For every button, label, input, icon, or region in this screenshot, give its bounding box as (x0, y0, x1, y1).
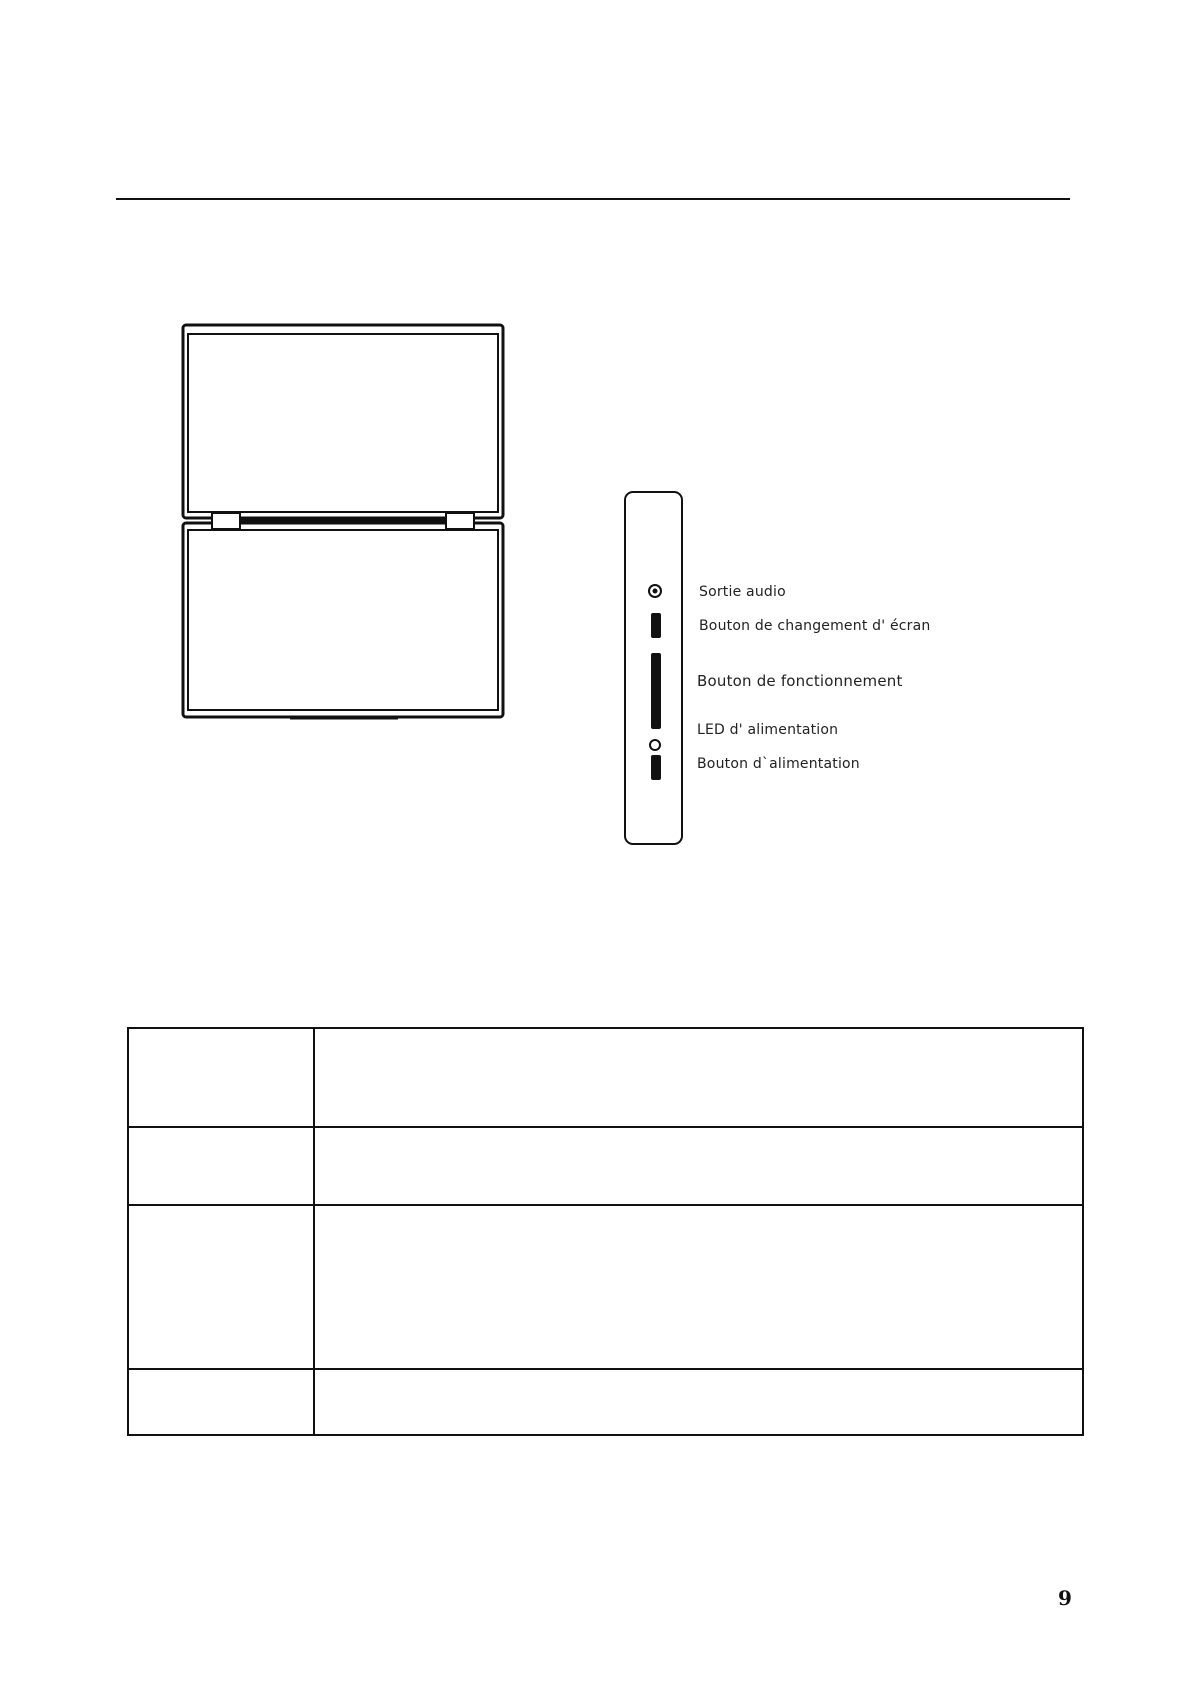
table-row (128, 1369, 1083, 1435)
spec-table (127, 1027, 1084, 1436)
table-row (128, 1127, 1083, 1205)
table-cell-key (128, 1028, 314, 1127)
table-row (128, 1205, 1083, 1369)
table-cell-key (128, 1127, 314, 1205)
table-cell-value (314, 1369, 1083, 1435)
table-cell-value (314, 1028, 1083, 1127)
table-row (128, 1028, 1083, 1127)
table-cell-key (128, 1205, 314, 1369)
label-audio-out: Sortie audio (699, 584, 786, 600)
label-screen-switch: Bouton de changement d' écran (699, 618, 931, 634)
function-button-shape (651, 653, 661, 729)
audio-jack-icon (649, 585, 661, 597)
table-cell-value (314, 1205, 1083, 1369)
page-number: 9 (1058, 1586, 1072, 1610)
table-cell-key (128, 1369, 314, 1435)
label-power-led: LED d' alimentation (697, 722, 839, 738)
screen-switch-button-shape (651, 613, 661, 638)
label-function-button: Bouton de fonctionnement (697, 672, 903, 690)
label-power-button: Bouton d`alimentation (697, 756, 860, 772)
power-led-icon (650, 740, 660, 750)
table-cell-value (314, 1127, 1083, 1205)
power-button-shape (651, 755, 661, 780)
